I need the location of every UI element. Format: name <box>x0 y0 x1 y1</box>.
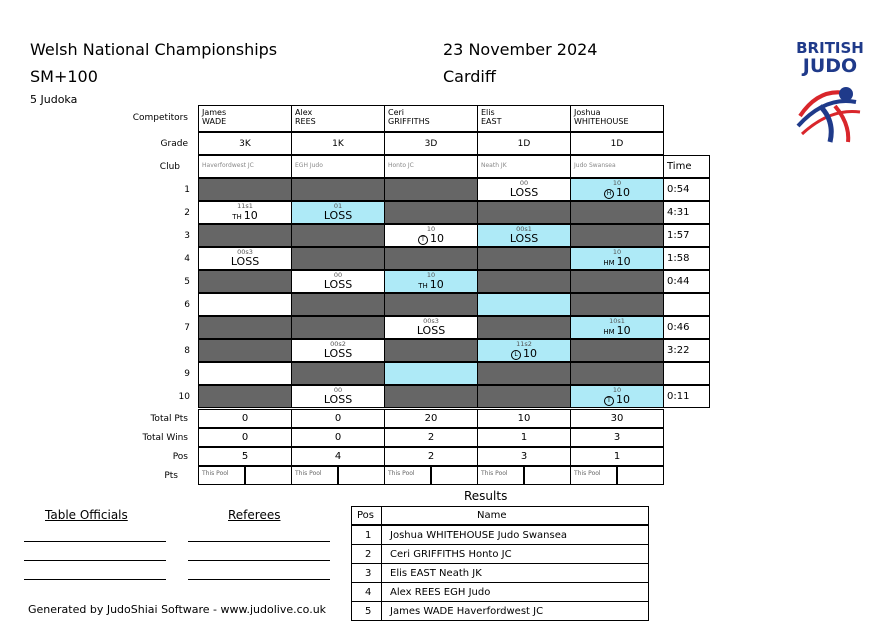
match-cell <box>570 201 664 224</box>
match-score: 00s3 <box>423 317 439 325</box>
result-value: 10 <box>429 278 444 291</box>
match-cell <box>570 178 664 201</box>
match-cell <box>570 362 664 385</box>
match-score: 10 <box>612 179 622 187</box>
competitor-first-name: Ceri <box>388 108 405 117</box>
competitor-first-name: Joshua <box>574 108 601 117</box>
results-row-pos: 2 <box>351 544 382 564</box>
results-row-name: Ceri GRIFFITHS Honto JC <box>381 544 649 564</box>
match-result <box>385 324 477 337</box>
competitor-club: Honto JC <box>384 155 478 178</box>
match-result <box>571 186 663 199</box>
match-cell <box>570 224 664 247</box>
results-row-name: Joshua WHITEHOUSE Judo Swansea <box>381 525 649 545</box>
win-type-tag: TH <box>232 213 242 221</box>
result-value: LOSS <box>509 186 539 199</box>
match-result <box>385 278 477 291</box>
totals-value: 4 <box>291 447 385 466</box>
weight-category: SM+100 <box>30 67 98 86</box>
match-cell <box>291 385 385 408</box>
match-result <box>478 347 570 360</box>
result-value: 10 <box>430 232 444 245</box>
this-pool-cell: This Pool <box>291 466 338 485</box>
signature-line <box>24 579 166 580</box>
match-cell <box>198 201 292 224</box>
result-value: LOSS <box>323 209 353 222</box>
competitor-club: Neath JK <box>477 155 571 178</box>
competitor-first-name: Elis <box>481 108 495 117</box>
totals-value: 0 <box>291 409 385 428</box>
match-score: 00 <box>333 271 343 279</box>
match-number: 9 <box>184 369 190 379</box>
signature-line <box>188 579 330 580</box>
totals-label: Pos <box>172 452 188 462</box>
match-cell <box>477 247 571 270</box>
totals-value: 3 <box>570 428 664 447</box>
match-result <box>571 393 663 406</box>
this-pool-cell: This Pool <box>198 466 245 485</box>
match-cell <box>198 178 292 201</box>
match-cell <box>477 201 571 224</box>
result-value: 10 <box>523 347 537 360</box>
win-type-icon: H <box>604 189 614 199</box>
match-time: 1:58 <box>663 247 710 270</box>
match-number: 4 <box>184 254 190 264</box>
competitor-header <box>384 105 478 132</box>
match-cell <box>198 293 292 316</box>
signature-line <box>24 560 166 561</box>
pool-points-cell <box>431 466 478 485</box>
match-cell <box>384 270 478 293</box>
results-header-name: Name <box>381 506 649 525</box>
match-result <box>292 347 384 360</box>
match-cell <box>384 362 478 385</box>
event-title: Welsh National Championships <box>30 40 278 59</box>
match-result <box>199 209 291 222</box>
competitor-first-name: Alex <box>295 108 313 117</box>
match-time <box>663 293 710 316</box>
match-score: 00s3 <box>237 248 253 256</box>
match-cell <box>198 339 292 362</box>
match-score: 10 <box>426 225 436 233</box>
competitor-last-name: EAST <box>481 117 502 126</box>
win-type-tag: TH <box>418 282 428 290</box>
competitor-header <box>198 105 292 132</box>
win-type-icon: L <box>511 350 521 360</box>
totals-value: 3 <box>477 447 571 466</box>
match-number: 1 <box>184 185 190 195</box>
results-row-name: James WADE Haverfordwest JC <box>381 601 649 621</box>
british-judo-logo <box>790 40 870 150</box>
competitor-club: Haverfordwest JC <box>198 155 292 178</box>
totals-value: 1 <box>477 428 571 447</box>
pool-points-cell <box>338 466 385 485</box>
totals-value: 20 <box>384 409 478 428</box>
match-time <box>663 362 710 385</box>
match-time: 0:46 <box>663 316 710 339</box>
table-officials-label: Table Officials <box>45 508 128 522</box>
this-pool-cell: This Pool <box>570 466 617 485</box>
competitor-last-name: WHITEHOUSE <box>574 117 629 126</box>
match-cell <box>291 247 385 270</box>
match-time: 1:57 <box>663 224 710 247</box>
competitor-grade: 3D <box>384 132 478 155</box>
totals-value: 5 <box>198 447 292 466</box>
match-cell <box>384 316 478 339</box>
competitor-last-name: REES <box>295 117 316 126</box>
match-result <box>292 393 384 406</box>
result-value: 10 <box>616 324 631 337</box>
totals-value: 2 <box>384 428 478 447</box>
pool-points-cell <box>617 466 664 485</box>
label-grade: Grade <box>160 139 188 149</box>
totals-value: 1 <box>570 447 664 466</box>
competitor-last-name: GRIFFITHS <box>388 117 430 126</box>
win-type-icon: T <box>418 235 428 245</box>
match-cell <box>384 385 478 408</box>
match-number: 2 <box>184 208 190 218</box>
totals-value: 2 <box>384 447 478 466</box>
match-cell <box>384 201 478 224</box>
result-value: LOSS <box>323 347 353 360</box>
results-header-pos: Pos <box>351 506 382 525</box>
match-cell <box>291 362 385 385</box>
judoka-count: 5 Judoka <box>30 93 78 106</box>
match-cell <box>198 270 292 293</box>
match-cell <box>477 270 571 293</box>
competitor-club: EGH Judo <box>291 155 385 178</box>
this-pool-cell: This Pool <box>477 466 524 485</box>
competitor-first-name: James <box>202 108 227 117</box>
competitor-grade: 1D <box>570 132 664 155</box>
match-score: 10s1 <box>609 317 625 325</box>
match-cell <box>384 224 478 247</box>
match-cell <box>384 339 478 362</box>
competitor-header <box>477 105 571 132</box>
result-value: 10 <box>243 209 258 222</box>
results-title: Results <box>464 489 508 503</box>
competitor-header <box>291 105 385 132</box>
match-cell <box>198 224 292 247</box>
match-cell <box>291 224 385 247</box>
match-score: 11s1 <box>237 202 253 210</box>
label-club: Club <box>159 162 180 172</box>
logo-line1: BRITISH <box>796 39 864 57</box>
results-row-name: Alex REES EGH Judo <box>381 582 649 602</box>
judoka-emblem-icon <box>790 76 870 146</box>
this-pool-cell: This Pool <box>384 466 431 485</box>
match-result <box>478 186 570 199</box>
totals-label: Total Pts <box>150 414 188 424</box>
match-cell <box>291 201 385 224</box>
match-cell <box>570 385 664 408</box>
totals-value: 0 <box>198 409 292 428</box>
match-time: 0:44 <box>663 270 710 293</box>
match-cell <box>477 362 571 385</box>
match-number: 3 <box>184 231 190 241</box>
result-value: LOSS <box>230 255 260 268</box>
match-score: 00 <box>519 179 529 187</box>
match-cell <box>198 247 292 270</box>
match-result <box>199 255 291 268</box>
signature-line <box>188 560 330 561</box>
match-number: 7 <box>184 323 190 333</box>
match-cell <box>291 178 385 201</box>
result-value: LOSS <box>509 232 539 245</box>
result-value: 10 <box>616 186 630 199</box>
competitor-grade: 3K <box>198 132 292 155</box>
match-cell <box>291 293 385 316</box>
match-cell <box>477 339 571 362</box>
label-competitors: Competitors <box>132 113 188 123</box>
match-cell <box>570 270 664 293</box>
match-cell <box>198 385 292 408</box>
match-result <box>385 232 477 245</box>
match-cell <box>291 339 385 362</box>
pool-points-cell <box>245 466 292 485</box>
match-time: 0:11 <box>663 385 710 408</box>
results-row-pos: 4 <box>351 582 382 602</box>
match-number: 6 <box>184 300 190 310</box>
totals-value: 0 <box>198 428 292 447</box>
match-score: 01 <box>333 202 343 210</box>
totals-label: Total Wins <box>142 433 188 443</box>
match-cell <box>291 270 385 293</box>
match-result <box>571 324 663 337</box>
logo-line2: JUDO <box>802 55 858 77</box>
referees-label: Referees <box>228 508 281 522</box>
win-type-tag: HM <box>603 259 615 267</box>
match-result <box>478 232 570 245</box>
match-cell <box>384 247 478 270</box>
competitor-grade: 1K <box>291 132 385 155</box>
competitor-grade: 1D <box>477 132 571 155</box>
match-cell <box>570 316 664 339</box>
match-number: 8 <box>184 346 190 356</box>
pool-points-cell <box>524 466 571 485</box>
results-row-pos: 1 <box>351 525 382 545</box>
match-result <box>571 255 663 268</box>
pts-label: Pts <box>164 471 178 481</box>
match-cell <box>477 224 571 247</box>
match-cell <box>198 362 292 385</box>
match-cell <box>477 178 571 201</box>
competitor-header <box>570 105 664 132</box>
event-date: 23 November 2024 <box>443 40 598 59</box>
result-value: LOSS <box>323 278 353 291</box>
footer-credit: Generated by JudoShiai Software - www.judolive.co.uk <box>28 603 327 616</box>
competitor-last-name: WADE <box>202 117 227 126</box>
results-row-pos: 5 <box>351 601 382 621</box>
result-value: 10 <box>616 393 630 406</box>
match-time: 0:54 <box>663 178 710 201</box>
totals-value: 10 <box>477 409 571 428</box>
result-value: 10 <box>616 255 631 268</box>
competitor-club: Judo Swansea <box>570 155 664 178</box>
results-row-pos: 3 <box>351 563 382 583</box>
match-cell <box>477 293 571 316</box>
match-score: 11s2 <box>516 340 532 348</box>
match-score: 10 <box>612 248 622 256</box>
signature-line <box>24 541 166 542</box>
result-value: LOSS <box>323 393 353 406</box>
signature-line <box>188 541 330 542</box>
match-score: 00s1 <box>516 225 532 233</box>
win-type-tag: HM <box>603 328 615 336</box>
totals-value: 0 <box>291 428 385 447</box>
event-location: Cardiff <box>443 67 496 86</box>
win-type-icon: T <box>604 396 614 406</box>
match-result <box>292 209 384 222</box>
time-header: Time <box>663 155 710 178</box>
match-number: 5 <box>184 277 190 287</box>
match-cell <box>477 316 571 339</box>
match-time: 3:22 <box>663 339 710 362</box>
match-score: 10 <box>612 386 622 394</box>
match-score: 10 <box>426 271 436 279</box>
match-number: 10 <box>178 392 190 402</box>
match-cell <box>384 293 478 316</box>
match-cell <box>570 247 664 270</box>
results-row-name: Elis EAST Neath JK <box>381 563 649 583</box>
match-cell <box>570 339 664 362</box>
match-cell <box>198 316 292 339</box>
match-cell <box>477 385 571 408</box>
match-result <box>292 278 384 291</box>
match-cell <box>291 316 385 339</box>
match-cell <box>570 293 664 316</box>
match-time: 4:31 <box>663 201 710 224</box>
result-value: LOSS <box>416 324 446 337</box>
totals-value: 30 <box>570 409 664 428</box>
match-score: 00 <box>333 386 343 394</box>
match-score: 00s2 <box>330 340 346 348</box>
match-cell <box>384 178 478 201</box>
